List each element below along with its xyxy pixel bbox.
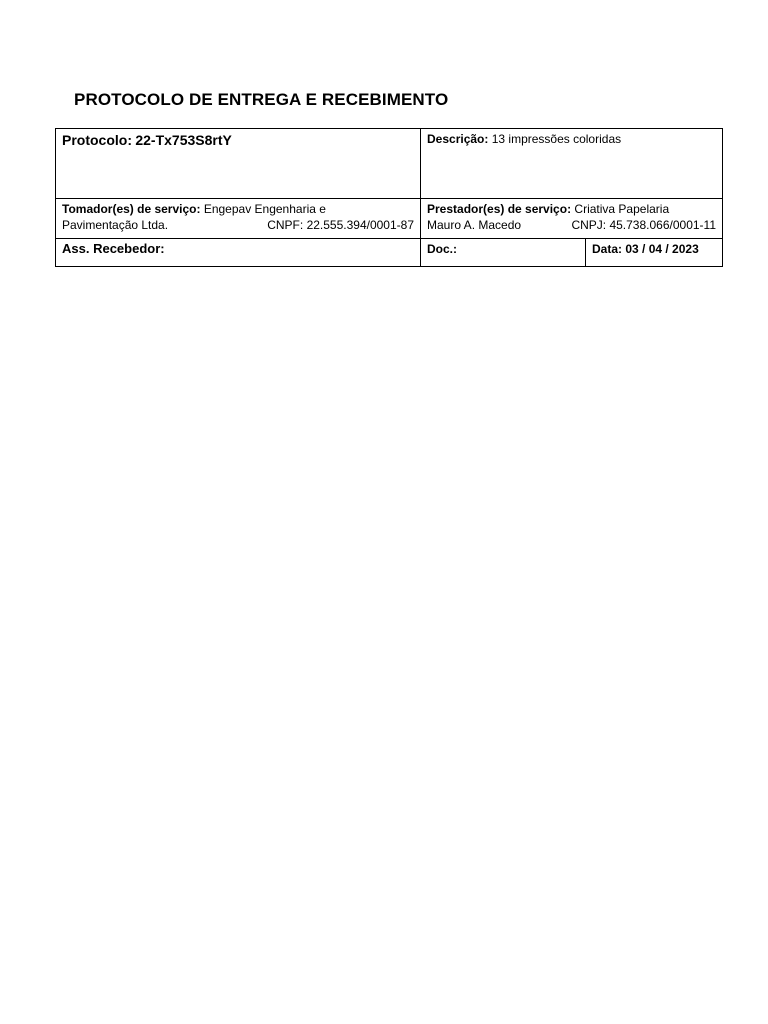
protocol-table xyxy=(55,128,723,267)
signature-row xyxy=(56,239,723,267)
prestador-label: Prestador(es) de serviço: xyxy=(427,202,572,216)
data-cell xyxy=(586,239,723,267)
protocolo-label: Protocolo: xyxy=(62,132,132,148)
tomador-name-line2: Pavimentação Ltda. xyxy=(62,218,169,232)
tomador-label: Tomador(es) de serviço: xyxy=(62,202,201,216)
descricao-label: Descrição: xyxy=(427,132,489,146)
protocol-row xyxy=(56,129,723,199)
descricao-cell xyxy=(421,129,723,199)
parties-row xyxy=(56,199,723,239)
doc-cell xyxy=(421,239,586,267)
protocolo-value: 22-Tx753S8rtY xyxy=(135,132,232,148)
ass-recebedor-label: Ass. Recebedor: xyxy=(62,241,165,256)
data-value: 03 / 04 / 2023 xyxy=(625,242,699,256)
tomador-doc-label: CNPF: xyxy=(267,218,304,232)
prestador-cell xyxy=(421,199,723,239)
prestador-name-line1: Criativa Papelaria xyxy=(574,202,670,216)
tomador-doc-value: 22.555.394/0001-87 xyxy=(306,218,414,232)
document-title: PROTOCOLO DE ENTREGA E RECEBIMENTO xyxy=(74,90,449,109)
prestador-doc-label: CNPJ: xyxy=(571,218,607,232)
prestador-doc-value: 45.738.066/0001-11 xyxy=(609,218,716,232)
data-label: Data: xyxy=(592,242,623,256)
tomador-name-line1: Engepav Engenharia e xyxy=(203,202,326,216)
descricao-value: 13 impressões coloridas xyxy=(491,132,622,146)
ass-recebedor-cell xyxy=(56,239,421,267)
protocolo-cell xyxy=(56,129,421,199)
prestador-name-line2: Mauro A. Macedo xyxy=(427,218,522,232)
tomador-cell xyxy=(56,199,421,239)
doc-label: Doc.: xyxy=(427,242,457,256)
